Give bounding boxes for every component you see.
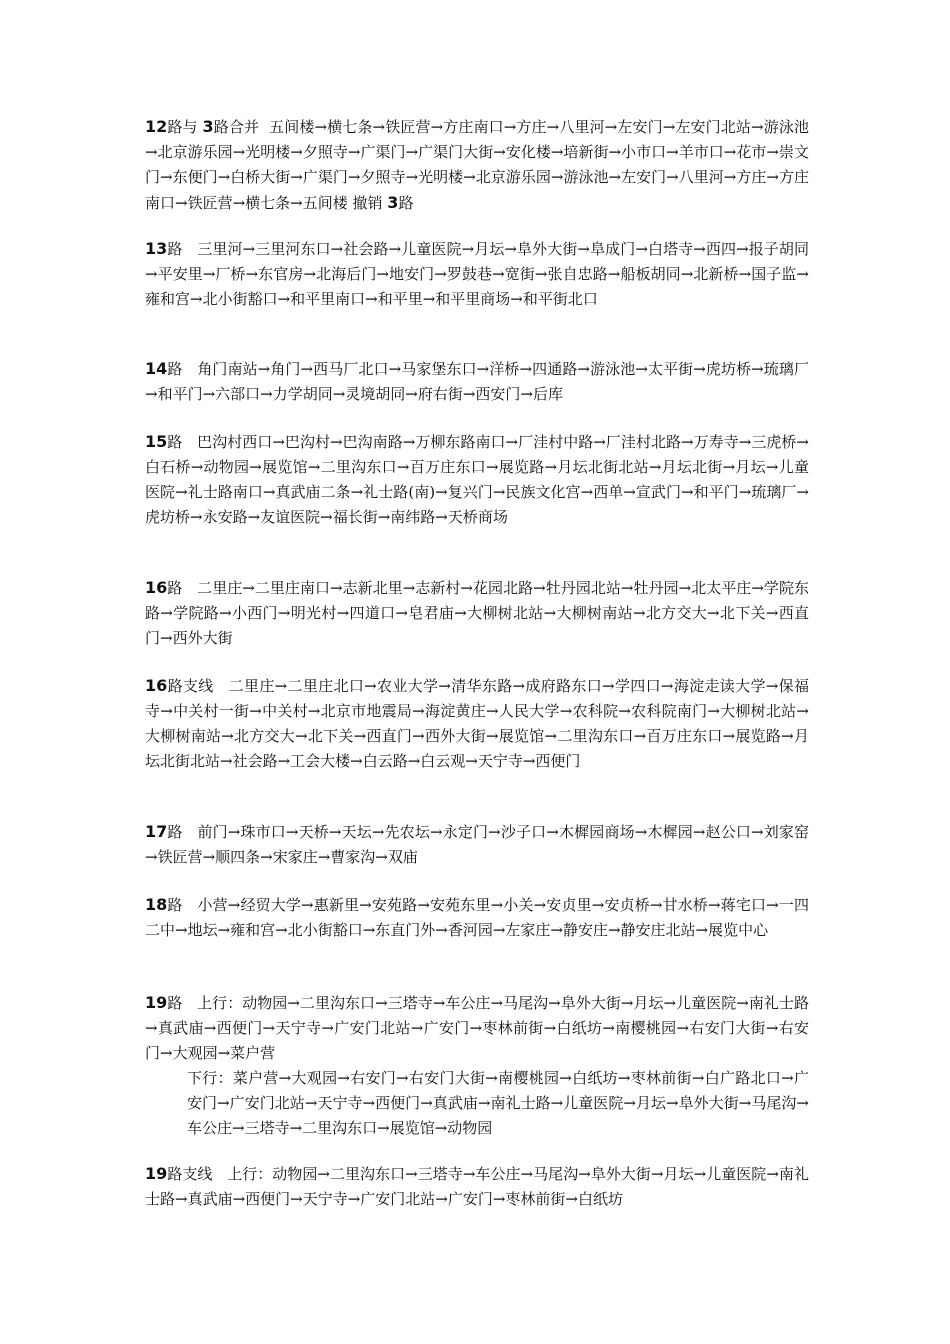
route-suffix: 路支线: [167, 677, 214, 695]
route-number: 19: [145, 993, 168, 1012]
route-19-up: [145, 990, 809, 1066]
route-number: 14: [145, 359, 168, 378]
route-suffix: 路: [167, 823, 183, 841]
route-17: [145, 819, 809, 870]
route-stops: 三里河→三里河东口→社会路→儿童医院→月坛→阜外大街→阜成门→白塔寺→西四→报子胡同→平安里→厂桥→东官房→北海后门→地安门→罗鼓巷→宽街→张自忠路→船板胡同→北新桥→国子监→雍和宫→北小街豁口→和平里南口→和平里→和平里商场→和平街北口: [145, 240, 809, 308]
route-12: [145, 114, 809, 216]
route-suffix: 路: [167, 896, 183, 914]
route-19-down: [145, 1066, 809, 1141]
route-suffix: 路: [167, 240, 183, 258]
route-15: [145, 429, 809, 530]
route-stops: 五间楼→横七条→铁匠营→方庄南口→方庄→八里河→左安门→左安门北站→游泳池→北京游乐园→光明楼→夕照寺→广渠门→广渠门大街→安化楼→培新街→小市口→羊市口→花市→崇文门→东便门→白桥大街→广渠门→夕照寺→光明楼→北京游乐园→游泳池→左安门→八里河→方庄→方庄南口→铁匠营→横七条→五间楼: [145, 118, 809, 212]
route-number: 12: [145, 117, 168, 136]
route-number: 16: [145, 676, 168, 695]
route-stops-down: 菜户营→大观园→右安门→右安门大街→南樱桃园→白纸坊→枣林前街→白广路北口→广安门→广安门北站→天宁寺→西便门→真武庙→南礼士路→儿童医院→月坛→阜外大街→马尾沟→车公庄→三塔寺→二里沟东口→展览馆→动物园: [187, 1069, 809, 1137]
route-stops: 小营→经贸大学→惠新里→安苑路→安苑东里→小关→安贞里→安贞桥→甘水桥→蒋宅口→一四二中→地坛→雍和宫→北小街豁口→东直门外→香河园→左家庄→静安庄→静安庄北站→展览中心: [145, 896, 809, 939]
route-stops: 角门南站→角门→西马厂北口→马家堡东口→洋桥→四通路→游泳池→太平街→虎坊桥→琉璃厂→和平门→六部口→力学胡同→灵境胡同→府右街→西安门→后库: [145, 360, 809, 403]
route-16: [145, 575, 809, 651]
route-18: [145, 892, 809, 943]
route-number: 19: [145, 1164, 168, 1183]
route-19-branch: [145, 1161, 809, 1212]
route-suffix: 路与: [167, 118, 198, 136]
route-stops: 二里庄→二里庄南口→志新北里→志新村→花园北路→牡丹园北站→牡丹园→北太平庄→学院东路→学院路→小西门→明光村→四道口→皂君庙→大柳树北站→大柳树南站→北方交大→北下关→西直门→西外大街: [145, 579, 809, 647]
route-number: 16: [145, 578, 168, 597]
route-stops: 动物园→二里沟东口→三塔寺→车公庄→马尾沟→阜外大街→月坛→儿童医院→南礼士路→真武庙→西便门→天宁寺→广安门北站→广安门→枣林前街→白纸坊: [145, 1165, 809, 1208]
route-suffix: 路: [167, 579, 183, 597]
route-note-pre: 撤销: [352, 194, 383, 212]
route-suffix: 路: [167, 994, 183, 1012]
route-14: [145, 356, 809, 407]
route-stops: 巴沟村西口→巴沟村→巴沟南路→万柳东路南口→厂洼村中路→厂洼村北路→万寿寺→三虎桥→白石桥→动物园→展览馆→二里沟东口→百万庄东口→展览路→月坛北街北站→月坛北街→月坛→儿童医院→礼士路南口→真武庙二条→礼士路(南)→复兴门→民族文化宫→西单→宣武门→和平门→琉璃厂→虎坊桥→永安路→友谊医院→福长街→南纬路→天桥商场: [145, 433, 809, 526]
route-number: 15: [145, 432, 168, 451]
direction-up-label: 上行：: [197, 994, 243, 1012]
route-19: [145, 990, 809, 1141]
route-note-number: 3: [387, 193, 399, 212]
route-suffix: 路: [167, 360, 183, 378]
route-number: 18: [145, 895, 168, 914]
route-stops: 动物园→二里沟东口→三塔寺→车公庄→马尾沟→阜外大街→月坛→儿童医院→南礼士路→真武庙→西便门→天宁寺→广安门北站→广安门→枣林前街→白纸坊→南樱桃园→右安门大街→右安门→大观园→菜户营: [145, 994, 809, 1062]
direction-up-label: 上行：: [227, 1165, 273, 1183]
route-suffix: 路支线: [167, 1165, 213, 1183]
route-number: 13: [145, 239, 168, 258]
route-suffix-merged: 路合并: [213, 118, 260, 136]
route-13: [145, 236, 809, 312]
route-16-branch: [145, 673, 809, 774]
route-number: 17: [145, 822, 168, 841]
route-number-merged: 3: [202, 117, 214, 136]
direction-down-label: 下行：: [187, 1069, 233, 1087]
route-note-post: 路: [398, 194, 414, 212]
route-stops: 前门→珠市口→天桥→天坛→先农坛→永定门→沙子口→木樨园商场→木樨园→赵公口→刘家窑→铁匠营→顺四条→宋家庄→曹家沟→双庙: [145, 823, 809, 866]
route-suffix: 路: [167, 433, 183, 451]
route-stops: 二里庄→二里庄北口→农业大学→清华东路→成府路东口→学四口→海淀走读大学→保福寺→中关村一街→中关村→北京市地震局→海淀黄庄→人民大学→农科院→农科院南门→大柳树北站→大柳树南站→北方交大→北下关→西直门→西外大街→展览馆→二里沟东口→百万庄东口→展览路→月坛北街北站→社会路→工会大楼→白云路→白云观→天宁寺→西便门: [145, 677, 809, 770]
